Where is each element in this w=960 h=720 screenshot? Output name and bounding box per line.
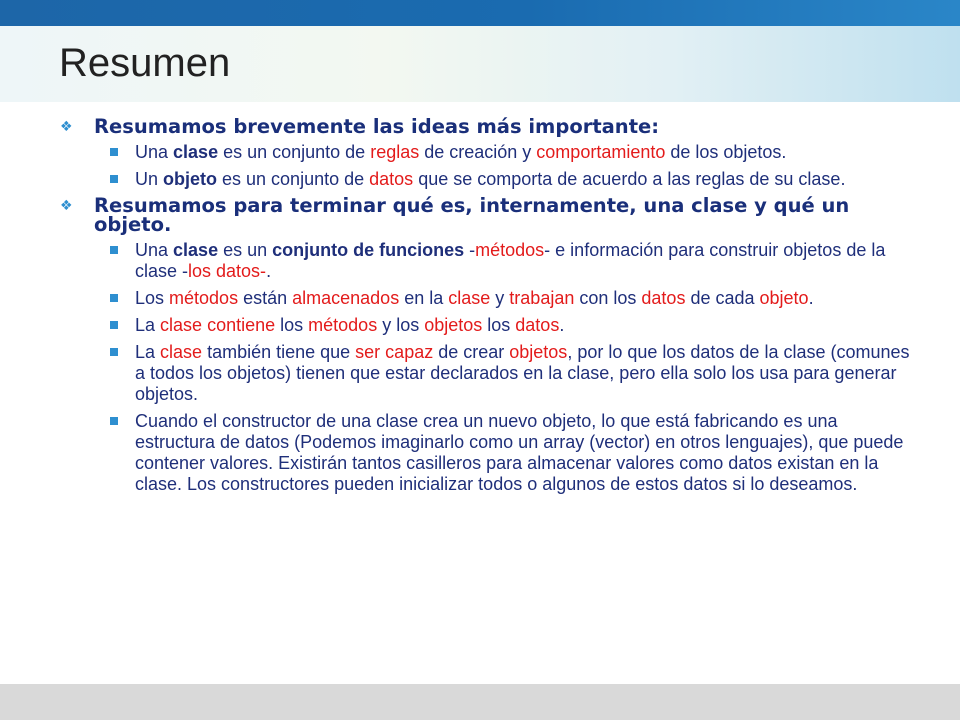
bullet-internal-summary <box>60 196 910 234</box>
diamond-icon: ❖ <box>60 119 73 135</box>
diamond-icon: ❖ <box>60 198 73 214</box>
square-bullet-icon <box>110 417 118 425</box>
footer-band <box>0 684 960 720</box>
sub-bullet-clase-contiene: La clase contiene los métodos y los objetos los datos. <box>110 315 910 336</box>
sub-bullet-objeto-definition: Un objeto es un conjunto de datos que se comporta de acuerdo a las reglas de su clase. <box>110 169 910 190</box>
sub-bullet-metodos-almacenados: Los métodos están almacenados en la clase y trabajan con los datos de cada objeto. <box>110 288 910 309</box>
slide-content <box>60 111 910 501</box>
sub-bullet-clase-definition: Una clase es un conjunto de reglas de creación y comportamiento de los objetos. <box>110 142 910 163</box>
bullet-text: Resumamos brevemente las ideas más importante: <box>94 115 660 138</box>
sub-bullet-clase-funciones: Una clase es un conjunto de funciones -métodos- e información para construir objetos de la clase -los datos-. <box>110 240 910 282</box>
square-bullet-icon <box>110 175 118 183</box>
sub-bullet-constructor: Cuando el constructor de una clase crea un nuevo objeto, lo que está fabricando es una estructura de datos (Podemos imaginarlo como un array (vector) en otros lenguajes), que puede contener valores. Existirán tantos casilleros para almacenar valores como datos existan en la clase. Los constructores pueden inicializar todos o algunos de estos datos si lo deseamos. <box>110 411 910 495</box>
square-bullet-icon <box>110 246 118 254</box>
slide-title: Resumen <box>59 41 231 85</box>
square-bullet-icon <box>110 148 118 156</box>
square-bullet-icon <box>110 294 118 302</box>
bullet-brief-summary <box>60 117 910 136</box>
square-bullet-icon <box>110 348 118 356</box>
square-bullet-icon <box>110 321 118 329</box>
sub-bullet-clase-crear-objetos: La clase también tiene que ser capaz de crear objetos, por lo que los datos de la clase (comunes a todos los objetos) tienen que estar declarados en la clase, pero ella solo los usa para generar objetos. <box>110 342 910 405</box>
bullet-text: Resumamos para terminar qué es, internamente, una clase y qué un objeto. <box>94 194 850 236</box>
top-banner <box>0 0 960 26</box>
